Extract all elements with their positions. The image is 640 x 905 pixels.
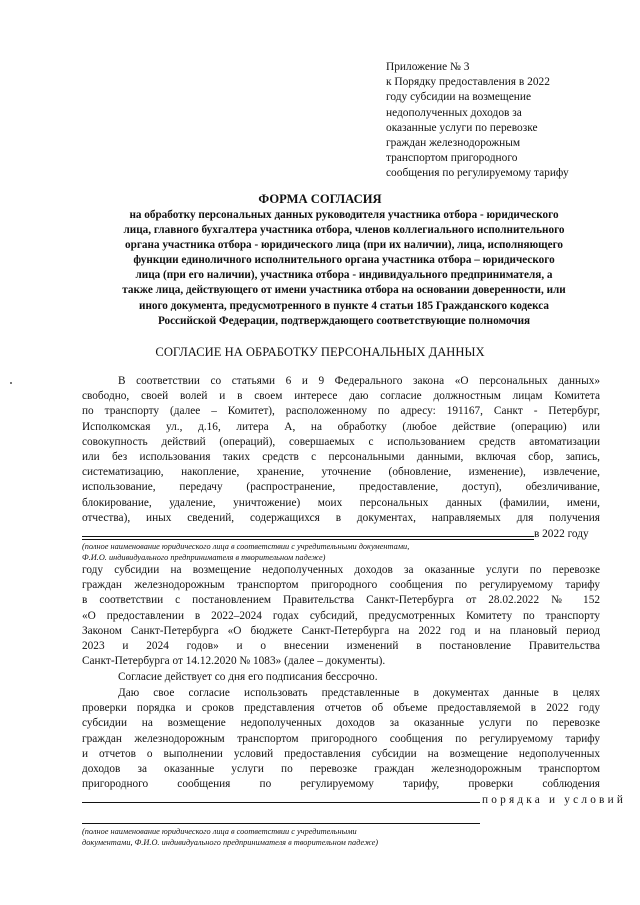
appendix-line: граждан железнодорожным [386,137,521,150]
note-line: Ф.И.О. индивидуального предпринимателя в творительном падеже) [82,553,326,562]
blank-underline [82,823,480,824]
text-line: граждан железнодорожным транспортом пригородного сообщения по регулируемому тарифу [82,732,600,745]
text-line: пригородного сообщения по регулируемому тарифу, проверки соблюдения [82,778,600,791]
form-subtitle [84,208,604,329]
subtitle-line: органа участника отбора - юридического лица (при их наличии), лица, исполняющего [125,239,563,252]
appendix-line: оказанные услуги по перевозке [386,121,538,134]
subtitle-line: иного документа, предусмотренного в пункте 4 статьи 185 Гражданского кодекса [139,299,549,312]
appendix-line: сообщения по регулируемому тарифу [386,167,569,180]
text-line: блокирование, удаление, уничтожение) моих персональных данных (фамилии, имени, [82,496,600,509]
text-line: отчества), иных сведений, содержащихся в документах, направляемых для получения [82,511,600,524]
subtitle-line: на обработку персональных данных руководителя участника отбора - юридического [129,209,559,221]
text-line: совокупность действий (операций), совершаемых с использованием средств автоматизации [82,435,600,448]
text-line: или без использования таких средств с персональными данными, включая сбор, запись, [82,451,600,464]
appendix-line: году субсидии на возмещение [386,91,531,104]
blank-line-with-tail [82,792,627,808]
text-line: использование, передачу (распространение, предоставление, доступ), обезличивание, [82,481,600,494]
text-line: граждан железнодорожным транспортом пригородного сообщения по регулируемому тарифу [82,579,600,592]
text-line: в соответствии с постановлением Правительства Санкт-Петербурга от 28.02.2022 № 152 [82,594,600,607]
appendix-line: транспортом пригородного [386,152,518,165]
appendix-line: Приложение № 3 [386,61,470,73]
text-line: В соответствии со статьями 6 и 9 Федерального закона «О персональных данных» [118,375,600,387]
appendix-header [386,60,631,182]
text-line: Согласие действует со дня его подписания бессрочно. [118,671,378,683]
text-line: «О предоставлении в 2022–2024 годах субсидий, предусмотренных Комитету по транспорту [82,609,600,622]
subtitle-line: лица (при его наличии), участника отбора - индивидуального предпринимателя, а [135,269,553,282]
footnote-instruction [82,826,378,848]
text-line: доходов за оказанные услуги по перевозке граждан железнодорожным транспортом [82,763,600,776]
scan-speck [10,382,12,384]
consent-title: СОГЛАСИЕ НА ОБРАБОТКУ ПЕРСОНАЛЬНЫХ ДАННЫХ [155,345,485,359]
subtitle-line: лица, главного бухгалтера участника отбора, членов коллегиального исполнительного [123,224,565,237]
note-line: документами, Ф.И.О. индивидуального предпринимателя в творительном падеже) [82,838,379,847]
paragraph-consent-scope [82,374,600,542]
text-line: 2023 и 2024 годов» и о внесении изменений в постановление Правительства [82,640,600,653]
blank-underline [82,539,534,540]
text-line: субсидии на возмещение недополученных доходов за оказанные услуги по перевозке [82,717,600,730]
subtitle-line: Российской Федерации, подтверждающего соответствующие полномочия [157,314,531,327]
text-line: Исполкомская ул., д.16, литера А, на обработку (любое действие (операцию) или [82,420,600,433]
paragraph-validity [82,670,600,685]
subtitle-line: функции единоличного исполнительного органа участника отбора – юридического [133,254,555,267]
paragraph-subsidy-basis [82,563,600,669]
appendix-line: к Порядку предоставления в 2022 [386,76,550,89]
fill-in-blank[interactable] [82,526,534,537]
text-line: проверки порядка и сроков представления отчетов об объеме предоставляемой в 2022 году [82,702,600,715]
text-line: систематизацию, накопление, хранение, уточнение (обновление, изменение), извлечение, [82,466,600,479]
note-line: (полное наименование юридического лица в соответствии с учредительными документами, [82,542,410,551]
text-line: Санкт-Петербурга от 14.12.2020 № 1083» (далее – документы). [82,655,386,668]
paragraph-purpose [82,686,627,809]
text-line: по транспорту (далее – Комитет), расположенному по адресу: 191167, Санкт - Петербург, [82,405,600,418]
note-line: (полное наименование юридического лица в соответствии с учредительными [82,827,357,836]
text-line: и отчетов о выполнении условий предоставления субсидии на возмещение недополученных [82,747,600,760]
form-title: ФОРМА СОГЛАСИЯ [258,192,382,206]
text-line: году субсидии на возмещение недополученных доходов за оказанные услуги по перевозке [82,564,600,576]
subtitle-line: также лица, действующего от имени участника отбора на основании доверенности, или [122,284,566,297]
appendix-line: недополученных доходов за [386,106,522,119]
fill-in-blank[interactable] [82,792,480,803]
text-tail: порядка и условий [482,794,627,807]
text-line: Законом Санкт-Петербурга «О бюджете Санкт-Петербурга на 2022 год и на плановый период [82,624,600,637]
text-line: Даю свое согласие использовать представленные в документах данные в целях [118,687,600,699]
text-line: свободно, своей волей и в своем интересе даю согласие должностным лицам Комитета [82,390,600,403]
footnote-instruction [82,541,409,563]
text-tail: в 2022 году [534,528,589,541]
